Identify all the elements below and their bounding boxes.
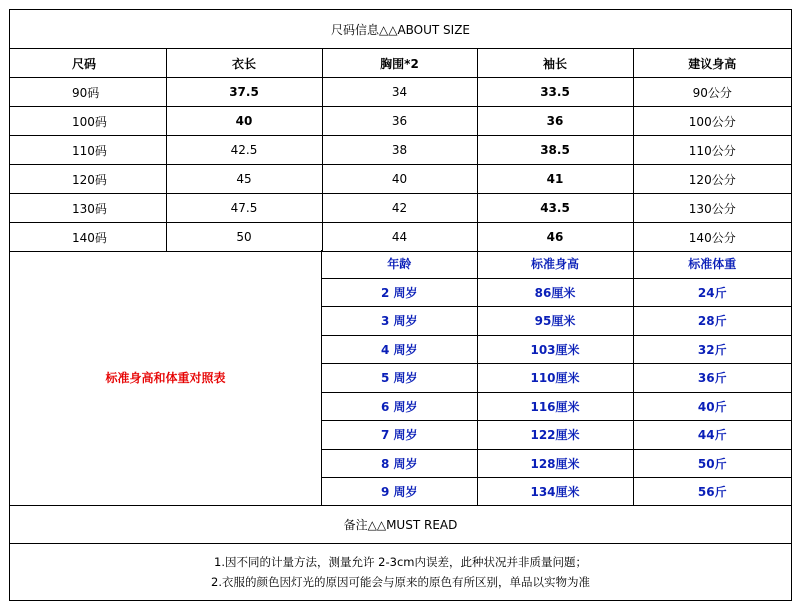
table-row bbox=[322, 335, 791, 364]
header-age: 年龄 bbox=[322, 250, 477, 278]
chest-cell: 34 bbox=[322, 78, 477, 107]
height-cell: 116厘米 bbox=[477, 392, 633, 421]
table-row bbox=[10, 223, 791, 252]
weight-cell: 40斤 bbox=[633, 392, 791, 421]
size-cell: 120码 bbox=[10, 165, 166, 194]
age-cell: 8 周岁 bbox=[322, 449, 477, 478]
height-cell: 86厘米 bbox=[477, 278, 633, 307]
header-sleeve: 袖长 bbox=[477, 49, 633, 78]
weight-cell: 50斤 bbox=[633, 449, 791, 478]
table-row bbox=[322, 392, 791, 421]
table-row bbox=[322, 478, 791, 506]
length-cell: 37.5 bbox=[166, 78, 322, 107]
height-cell: 134厘米 bbox=[477, 478, 633, 506]
weight-cell: 28斤 bbox=[633, 307, 791, 336]
table-row bbox=[10, 78, 791, 107]
size-cell: 140码 bbox=[10, 223, 166, 252]
weight-cell: 44斤 bbox=[633, 421, 791, 450]
sleeve-cell: 46 bbox=[477, 223, 633, 252]
notes bbox=[10, 544, 791, 600]
height-cell: 128厘米 bbox=[477, 449, 633, 478]
table-row bbox=[322, 449, 791, 478]
size-info-sheet bbox=[9, 9, 792, 601]
header-length: 衣长 bbox=[166, 49, 322, 78]
sleeve-cell: 33.5 bbox=[477, 78, 633, 107]
length-cell: 47.5 bbox=[166, 194, 322, 223]
sheet-title: 尺码信息△△ABOUT SIZE bbox=[10, 10, 791, 49]
sleeve-cell: 36 bbox=[477, 107, 633, 136]
size-cell: 100码 bbox=[10, 107, 166, 136]
height-cell: 100公分 bbox=[633, 107, 791, 136]
table-row bbox=[322, 278, 791, 307]
header-standard-height: 标准身高 bbox=[477, 250, 633, 278]
age-cell: 2 周岁 bbox=[322, 278, 477, 307]
note-line: 1.因不同的计量方法，测量允许 2-3cm内误差，此种状况并非质量问题； bbox=[214, 555, 587, 569]
chest-cell: 38 bbox=[322, 136, 477, 165]
sleeve-cell: 43.5 bbox=[477, 194, 633, 223]
weight-cell: 24斤 bbox=[633, 278, 791, 307]
chest-cell: 40 bbox=[322, 165, 477, 194]
age-cell: 9 周岁 bbox=[322, 478, 477, 506]
reference-header bbox=[322, 250, 791, 278]
chest-cell: 42 bbox=[322, 194, 477, 223]
header-height: 建议身高 bbox=[633, 49, 791, 78]
length-cell: 42.5 bbox=[166, 136, 322, 165]
size-cell: 110码 bbox=[10, 136, 166, 165]
weight-cell: 32斤 bbox=[633, 335, 791, 364]
header-chest: 胸围*2 bbox=[322, 49, 477, 78]
note-line: 2.衣服的颜色因灯光的原因可能会与原来的原色有所区别，单品以实物为准 bbox=[211, 575, 590, 589]
age-cell: 4 周岁 bbox=[322, 335, 477, 364]
table-row bbox=[10, 136, 791, 165]
height-cell: 110公分 bbox=[633, 136, 791, 165]
weight-cell: 56斤 bbox=[697, 485, 727, 500]
size-cell: 90码 bbox=[10, 78, 166, 107]
table-row bbox=[10, 165, 791, 194]
height-cell: 90公分 bbox=[633, 78, 791, 107]
age-cell: 5 周岁 bbox=[322, 364, 477, 393]
table-row bbox=[10, 107, 791, 136]
age-cell: 3 周岁 bbox=[322, 307, 477, 336]
size-table-header bbox=[10, 49, 791, 78]
chest-cell: 36 bbox=[322, 107, 477, 136]
sleeve-cell: 41 bbox=[477, 165, 633, 194]
size-table bbox=[10, 49, 791, 252]
length-cell: 50 bbox=[166, 223, 322, 252]
height-cell: 140公分 bbox=[633, 223, 791, 252]
table-row bbox=[322, 421, 791, 450]
header-size: 尺码 bbox=[10, 49, 166, 78]
length-cell: 45 bbox=[166, 165, 322, 194]
reference-table bbox=[322, 250, 791, 506]
table-row bbox=[322, 364, 791, 393]
height-cell: 103厘米 bbox=[477, 335, 633, 364]
length-cell: 40 bbox=[166, 107, 322, 136]
height-weight-reference bbox=[10, 250, 791, 506]
table-row bbox=[10, 194, 791, 223]
age-cell: 7 周岁 bbox=[322, 421, 477, 450]
weight-cell: 36斤 bbox=[633, 364, 791, 393]
reference-label: 标准身高和体重对照表 bbox=[10, 250, 322, 505]
chest-cell: 44 bbox=[322, 223, 477, 252]
height-cell: 122厘米 bbox=[477, 421, 633, 450]
table-row bbox=[322, 307, 791, 336]
size-cell: 130码 bbox=[10, 194, 166, 223]
notes-title: 备注△△MUST READ bbox=[10, 506, 791, 544]
height-cell: 95厘米 bbox=[477, 307, 633, 336]
height-cell: 110厘米 bbox=[477, 364, 633, 393]
height-cell: 130公分 bbox=[633, 194, 791, 223]
height-cell: 120公分 bbox=[633, 165, 791, 194]
sleeve-cell: 38.5 bbox=[477, 136, 633, 165]
age-cell: 6 周岁 bbox=[322, 392, 477, 421]
header-standard-weight: 标准体重 bbox=[633, 250, 791, 278]
